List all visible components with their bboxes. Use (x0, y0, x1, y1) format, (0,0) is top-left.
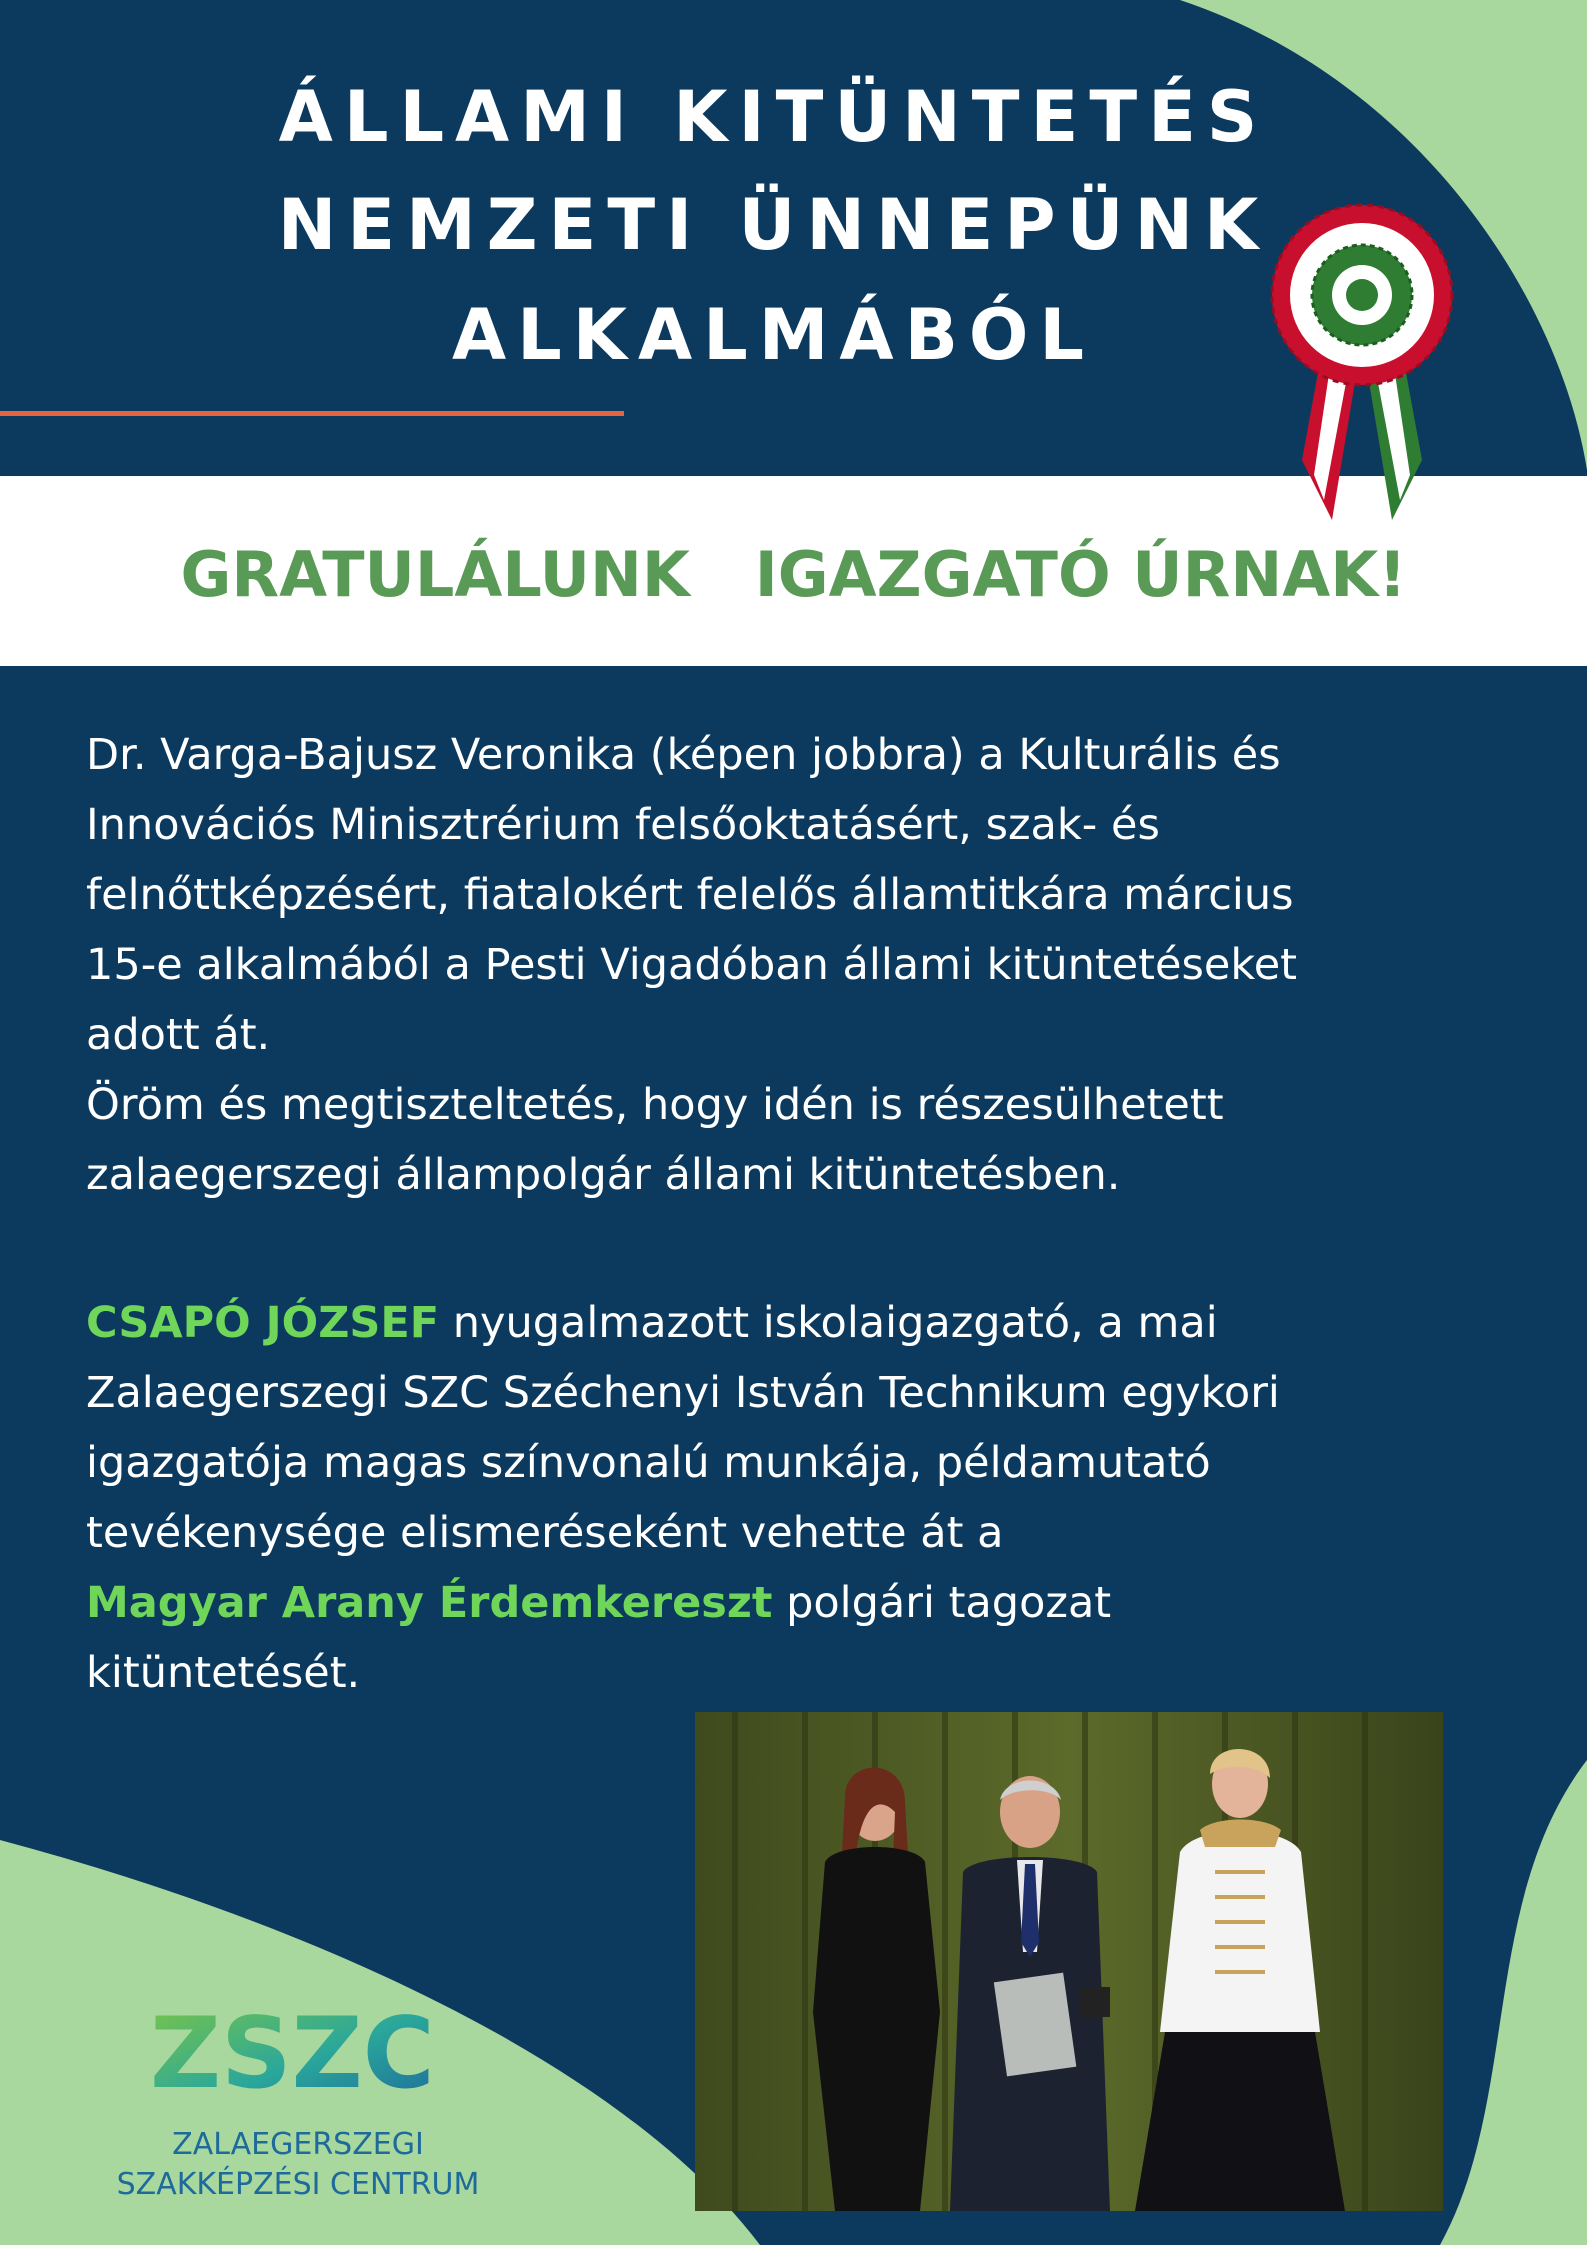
logo-mark-text: ZSZC (150, 2005, 435, 2105)
intro-paragraph (86, 720, 1536, 1210)
intro-line: Innovációs Minisztrérium felsőoktatásért, szak- és (86, 800, 1160, 850)
award-line: kitüntetését. (86, 1648, 361, 1698)
intro-line: felnőttképzésért, fiatalokért felelős államtitkára március (86, 870, 1294, 920)
title-line-1: ÁLLAMI KITÜNTETÉS (278, 76, 1269, 158)
orange-divider (0, 411, 624, 416)
title-line-3: ALKALMÁBÓL (451, 294, 1096, 376)
title-line-2: NEMZETI ÜNNEPÜNK (277, 184, 1270, 266)
greeting-heading: GRATULÁLUNK IGAZGATÓ ÚRNAK! (180, 538, 1407, 611)
intro-line: Dr. Varga-Bajusz Veronika (képen jobbra) a Kulturális és (86, 730, 1281, 780)
award-ceremony-photo (695, 1712, 1443, 2211)
award-line (86, 1288, 1536, 1358)
zszc-logo-mark (150, 2005, 530, 2105)
award-line: igazgatója magas színvonalú munkája, példamutató (86, 1438, 1211, 1488)
award-line: Zalaegerszegi SZC Széchenyi István Technikum egykori (86, 1368, 1280, 1418)
award-paragraph (86, 1288, 1536, 1708)
intro-line: 15-e alkalmából a Pesti Vigadóban állami kitüntetéseket (86, 940, 1298, 990)
award-name: Magyar Arany Érdemkereszt (86, 1578, 773, 1628)
zszc-logo (100, 2005, 480, 2215)
logo-line-2: SZAKKÉPZÉSI CENTRUM (116, 2167, 480, 2202)
intro-line: adott át. (86, 1010, 271, 1060)
award-line-text: polgári tagozat (772, 1578, 1112, 1628)
logo-line-1: ZALAEGERSZEGI (172, 2127, 424, 2162)
award-line: tevékenysége elismeréseként vehette át a (86, 1508, 1004, 1558)
honoree-name: CSAPÓ JÓZSEF (86, 1298, 440, 1348)
intro-line: Öröm és megtiszteltetés, hogy idén is részesülhetett (86, 1080, 1224, 1130)
intro-line: zalaegerszegi állampolgár állami kitüntetésben. (86, 1150, 1121, 1200)
award-line (86, 1568, 1536, 1638)
award-line-text: nyugalmazott iskolaigazgató, a mai (439, 1298, 1218, 1348)
photo-illustration (695, 1712, 1443, 2211)
cockade-rosette-icon (1262, 190, 1462, 530)
